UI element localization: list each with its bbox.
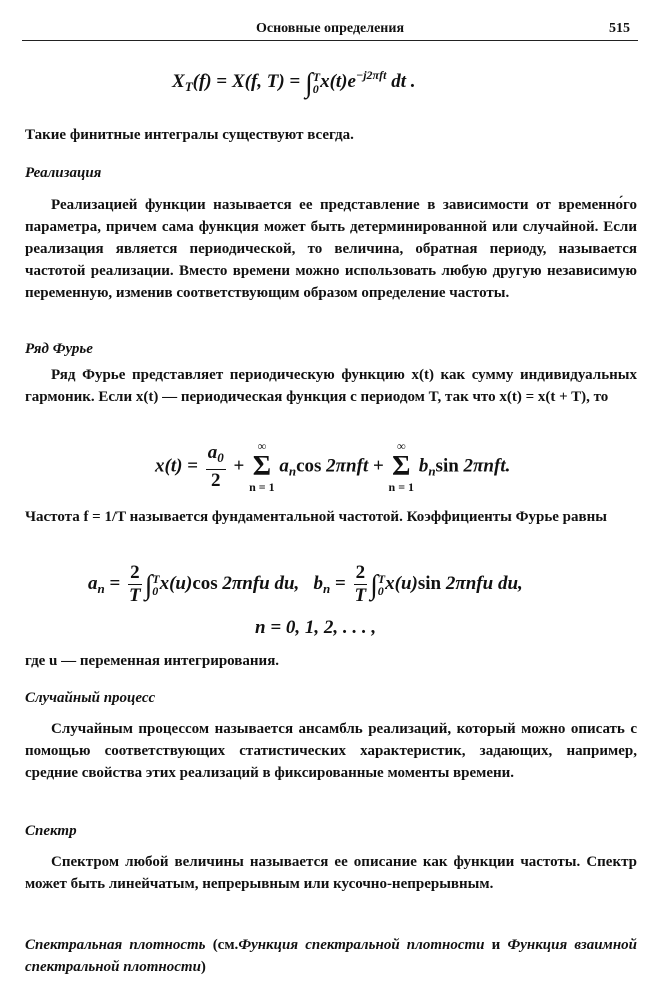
- ref-close: ): [200, 959, 206, 975]
- section-title-spectrum: Спектр: [25, 823, 77, 839]
- paragraph-random-process: Случайным процессом называется ансамбль реализаций, который можно описать с помощью соответствующих статистических характеристик, задающих, например, средние свойства этих реализаций в фиксированные моменты времени.: [25, 721, 637, 781]
- header-title: Основные определения: [255, 21, 405, 36]
- paragraph-fourier-intro: Ряд Фурье представляет периодическую функцию x(t) как сумму индивидуальных гармоник. Если x(t) — периодическая функция с периодом T, так что x(t) = x(t + T), то: [25, 367, 637, 405]
- paragraph-finite-integrals: Такие финитные интегралы существуют всегда.: [25, 127, 354, 143]
- section-title-fourier-series: Ряд Фурье: [25, 341, 93, 357]
- page-number: 515: [609, 21, 630, 36]
- section-title-random-process: Случайный процесс: [25, 690, 156, 706]
- paragraph-realization: Реализацией функции называется ее представление в зависимости от временно́го параметра, причем сама функция может быть детерминированной или случайной. Если реализация является периодической, то величина, обратная периоду, называется частотой реализации. Вместо времени можно использовать любую другую независимую переменную, изменив соответствующим образом определение частоты.: [25, 197, 637, 301]
- ref-cross-spectral-density-function[interactable]: Функция взаимной спектральной плотности: [25, 937, 637, 975]
- formula-fourier-series: x(t) = $\frac{a_0}{2}$ + ∞ Σ n = 1 $a_n\cos$ 2πnft + ∞ Σ n = 1 $b_n\sin$ 2πnft.: [155, 439, 511, 494]
- formula-fourier-coefficients: $a_n$ = $\frac{2}{T}$ ∫ T 0 x(u)cos 2πnfu du, $b_n$ = $\frac{2}{T}$ ∫ T 0 x(u)sin 2πnfu du,: [88, 562, 523, 606]
- paragraph-fundamental-frequency: Частота f = 1/T называется фундаментальной частотой. Коэффициенты Фурье равны: [25, 509, 607, 525]
- section-title-spectral-density: Спектральная плотность: [25, 937, 206, 953]
- paragraph-spectrum: Спектром любой величины называется ее описание как функции частоты. Спектр может быть линейчатым, непрерывным или кусочно-непрерывным.: [25, 854, 637, 892]
- formula-finite-integral: $X_T(f) = X(f$, T) = ∫ T 0 $x(t)e^{-j2\pi ft}$ dt .: [172, 68, 416, 99]
- ref-spectral-density-function[interactable]: Функция спектральной плотности: [238, 937, 485, 953]
- section-title-realization: Реализация: [25, 165, 102, 181]
- section-spectral-density: [25, 934, 637, 978]
- ref-and: и: [491, 937, 501, 953]
- running-header: [22, 18, 638, 41]
- formula-index-range: n = 0, 1, 2, . . . ,: [255, 617, 377, 638]
- ref-open: (см.: [212, 937, 239, 953]
- paragraph-integration-variable: где u — переменная интегрирования.: [25, 653, 280, 669]
